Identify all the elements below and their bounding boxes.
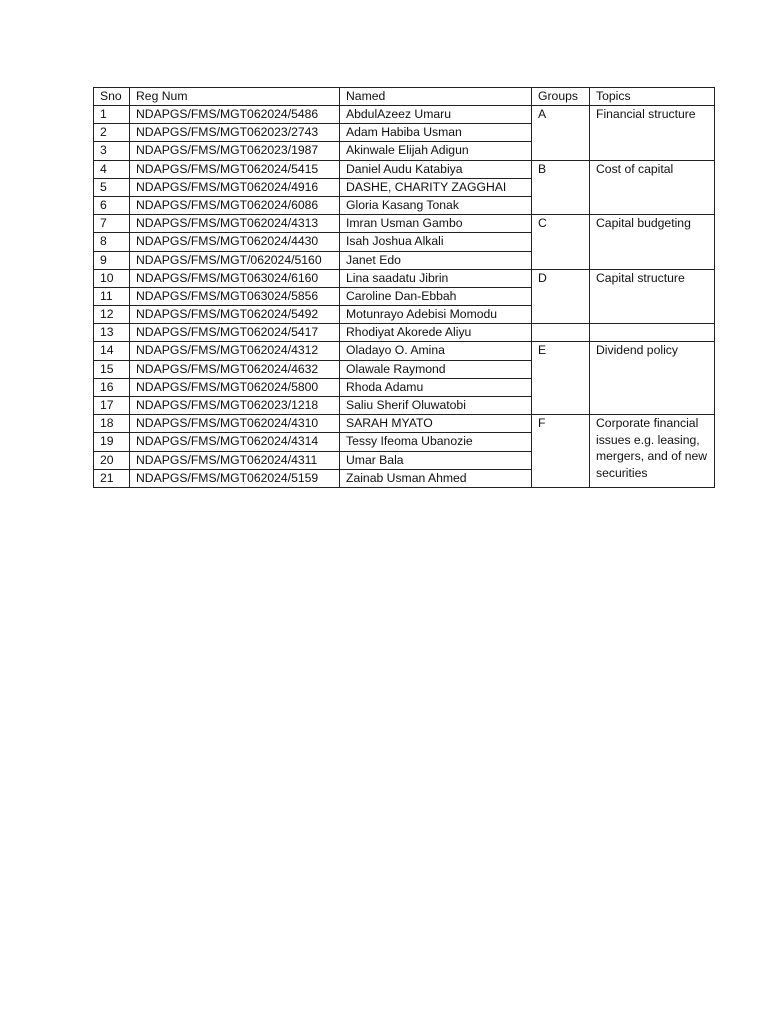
cell-named: DASHE, CHARITY ZAGGHAI [340,178,532,196]
cell-named: AbdulAzeez Umaru [340,106,532,124]
cell-reg-num: NDAPGS/FMS/MGT062024/6086 [130,196,340,214]
cell-sno: 7 [94,215,130,233]
cell-named: Adam Habiba Usman [340,124,532,142]
table-row [94,269,715,287]
header-topics: Topics [590,88,715,106]
cell-named: Rhodiyat Akorede Aliyu [340,324,532,342]
cell-sno: 16 [94,378,130,396]
cell-named: Gloria Kasang Tonak [340,196,532,214]
cell-named: Saliu Sherif Oluwatobi [340,397,532,415]
cell-sno: 9 [94,251,130,269]
cell-named: Janet Edo [340,251,532,269]
table-body [94,106,715,488]
cell-named: Lina saadatu Jibrin [340,269,532,287]
cell-named: Caroline Dan-Ebbah [340,287,532,305]
cell-named: Daniel Audu Katabiya [340,160,532,178]
cell-topic: Corporate financial issues e.g. leasing, mergers, and of new securities [590,415,715,488]
cell-reg-num: NDAPGS/FMS/MGT063024/5856 [130,287,340,305]
cell-sno: 19 [94,433,130,451]
cell-reg-num: NDAPGS/FMS/MGT062023/1987 [130,142,340,160]
cell-named: Rhoda Adamu [340,378,532,396]
cell-sno: 2 [94,124,130,142]
cell-group: B [532,160,590,215]
cell-named: Zainab Usman Ahmed [340,469,532,487]
cell-reg-num: NDAPGS/FMS/MGT062024/4312 [130,342,340,360]
cell-reg-num: NDAPGS/FMS/MGT062024/4430 [130,233,340,251]
cell-group: E [532,342,590,415]
cell-topic: Dividend policy [590,342,715,415]
header-named: Named [340,88,532,106]
cell-sno: 21 [94,469,130,487]
cell-sno: 1 [94,106,130,124]
cell-sno: 4 [94,160,130,178]
cell-reg-num: NDAPGS/FMS/MGT062024/5800 [130,378,340,396]
cell-group [532,324,590,342]
cell-sno: 12 [94,306,130,324]
table-row [94,215,715,233]
cell-sno: 18 [94,415,130,433]
cell-reg-num: NDAPGS/FMS/MGT062024/5415 [130,160,340,178]
cell-sno: 10 [94,269,130,287]
cell-reg-num: NDAPGS/FMS/MGT062024/5417 [130,324,340,342]
cell-sno: 13 [94,324,130,342]
header-sno: Sno [94,88,130,106]
cell-named: Olawale Raymond [340,360,532,378]
cell-reg-num: NDAPGS/FMS/MGT062024/4311 [130,451,340,469]
cell-reg-num: NDAPGS/FMS/MGT062024/4314 [130,433,340,451]
cell-reg-num: NDAPGS/FMS/MGT/062024/5160 [130,251,340,269]
cell-reg-num: NDAPGS/FMS/MGT062024/4916 [130,178,340,196]
cell-group: A [532,106,590,161]
table-row [94,342,715,360]
cell-named: Tessy Ifeoma Ubanozie [340,433,532,451]
cell-named: Motunrayo Adebisi Momodu [340,306,532,324]
cell-sno: 11 [94,287,130,305]
cell-reg-num: NDAPGS/FMS/MGT062024/5159 [130,469,340,487]
cell-named: SARAH MYATO [340,415,532,433]
cell-named: Oladayo O. Amina [340,342,532,360]
table-row [94,415,715,433]
cell-topic: Financial structure [590,106,715,161]
cell-group: D [532,269,590,324]
cell-group: F [532,415,590,488]
header-groups: Groups [532,88,590,106]
cell-sno: 8 [94,233,130,251]
cell-sno: 15 [94,360,130,378]
cell-reg-num: NDAPGS/FMS/MGT062024/5486 [130,106,340,124]
cell-named: Umar Bala [340,451,532,469]
cell-topic: Cost of capital [590,160,715,215]
cell-sno: 20 [94,451,130,469]
cell-reg-num: NDAPGS/FMS/MGT062024/4632 [130,360,340,378]
cell-sno: 14 [94,342,130,360]
group-assignment-table [93,87,715,488]
table-row [94,160,715,178]
cell-sno: 3 [94,142,130,160]
cell-reg-num: NDAPGS/FMS/MGT062024/5492 [130,306,340,324]
cell-topic: Capital structure [590,269,715,324]
cell-reg-num: NDAPGS/FMS/MGT062023/2743 [130,124,340,142]
cell-sno: 17 [94,397,130,415]
cell-sno: 6 [94,196,130,214]
cell-reg-num: NDAPGS/FMS/MGT063024/6160 [130,269,340,287]
cell-named: Imran Usman Gambo [340,215,532,233]
header-reg-num: Reg Num [130,88,340,106]
cell-named: Akinwale Elijah Adigun [340,142,532,160]
cell-reg-num: NDAPGS/FMS/MGT062023/1218 [130,397,340,415]
cell-topic [590,324,715,342]
table-row [94,324,715,342]
table-header-row [94,88,715,106]
cell-named: Isah Joshua Alkali [340,233,532,251]
cell-reg-num: NDAPGS/FMS/MGT062024/4310 [130,415,340,433]
cell-reg-num: NDAPGS/FMS/MGT062024/4313 [130,215,340,233]
cell-sno: 5 [94,178,130,196]
table-row [94,106,715,124]
cell-group: C [532,215,590,270]
cell-topic: Capital budgeting [590,215,715,270]
